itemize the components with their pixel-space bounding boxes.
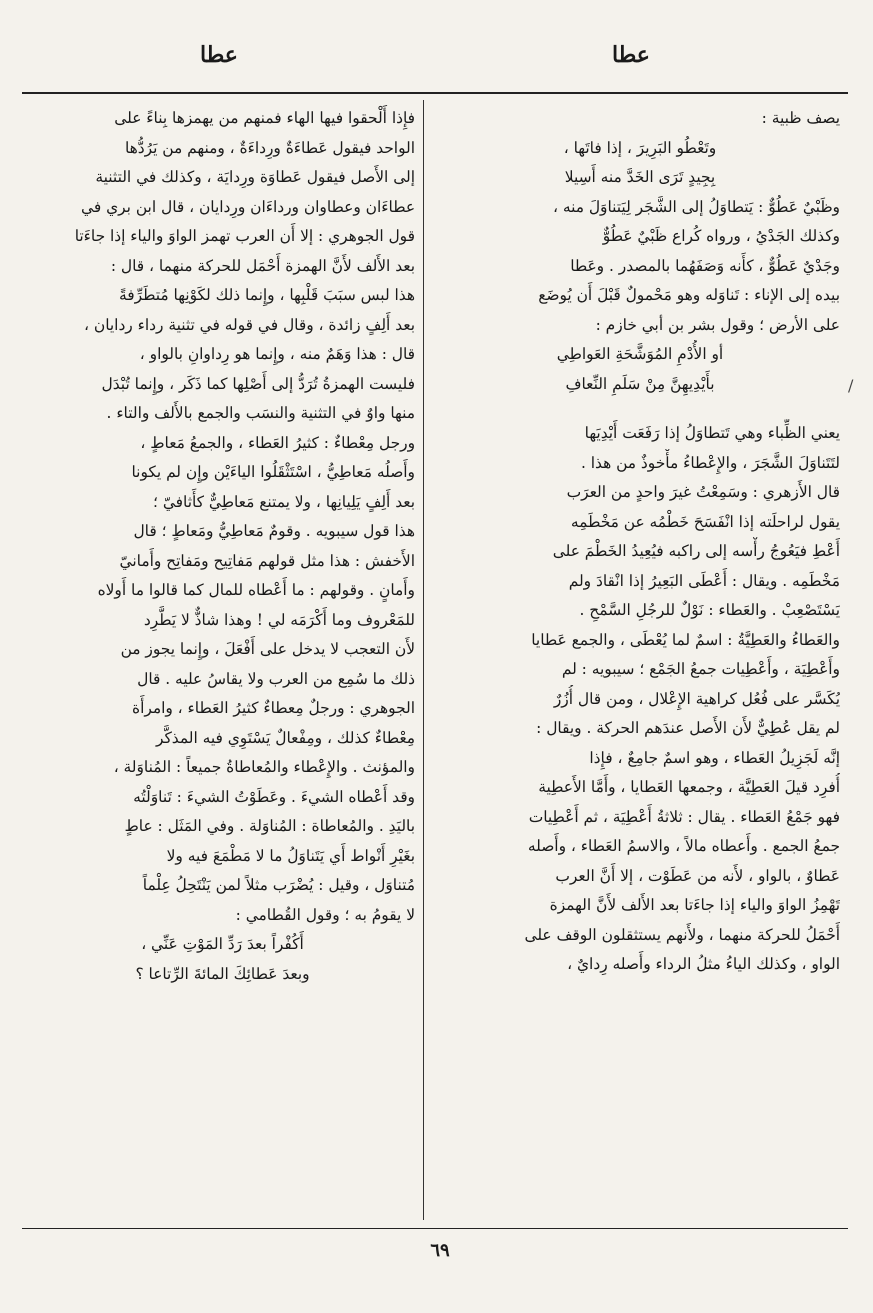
margin-mark: / xyxy=(848,376,854,395)
text-line: جمعُ الجمع . وأَعطاه مالاً ، والاسمُ العَطاء ، وأَصله xyxy=(527,837,840,855)
text-line: لأَن التعجب لا يدخل على أَفْعَلَ ، وإِنما يجوز من xyxy=(120,640,415,658)
text-line: للمَعْروف وما أَكْرَمَه لي ! وهذا شاذٌّ لا يَطَّرِد xyxy=(143,610,415,629)
text-line: قال : هذا وَهَمٌ منه ، وإِنما هو رِداوانِ بالواو ، xyxy=(139,345,415,363)
text-line: وكذلك الجَدْيُ ، ورواه كُراع ظَبْيٌ عَطُوٌّ xyxy=(602,227,840,245)
bottom-rule xyxy=(22,1228,848,1229)
text-line: فليست الهمزةُ تُرَدُّ إلى أَصْلِها كما ذَكَر ، وإِنما تُبْدَل xyxy=(101,374,415,393)
text-line: لم يقل عُطِيٌّ لأَن الأَصل عندَهم الحركة . ويقال : xyxy=(536,719,840,737)
verse-line: أو الأُدْمِ المُوَشَّحَةِ العَواطِي xyxy=(556,345,724,363)
text-line: الواحد فيقول عَطاءَةٌ ورِداءَةٌ ، ومنهم من يَرُدُّها xyxy=(124,138,415,157)
verse-line: بِجِيدٍ تَرَى الخَدَّ منه أَسِيلا xyxy=(564,168,716,186)
text-line: بعد الأَلف لأَنَّ الهمزة أَحْمَل للحركة منهما ، قال : xyxy=(110,256,415,275)
text-line: إلى الأَصل فيقول عَطاوَة ورِدايَة ، وكذلك في التثنية xyxy=(95,168,415,186)
text-line: وأَصلُه مَعاطِيُّ ، اسْتَثْقَلُوا الياءَيْن وإِن لم يكونا xyxy=(131,463,415,481)
text-line: الجوهري : ورجلٌ مِعطاءٌ كثيرُ العَطاء ، وامرأَة xyxy=(132,699,415,717)
text-line: والعَطاءُ والعَطِيَّةُ : اسمٌ لما يُعْطَى ، والجمع عَطايا xyxy=(531,630,840,649)
text-line: ذلك ما سُمِع من العرب ولا يقاسُ عليه . قال xyxy=(137,669,415,688)
text-line: عَطاوٌ ، بالواو ، لأَنه من عَطَوْت ، إلا أَنَّ العرب xyxy=(555,866,840,885)
text-line: الواو ، وكذلك الياءُ مثلُ الرداء وأَصله رِدايٌ ، xyxy=(567,955,840,973)
header-entry-right: عطا xyxy=(612,42,650,68)
text-line: هذا قول سيبويه . وقومٌ مَعاطِيُّ ومَعاطٍ ؛ قال xyxy=(133,522,415,540)
left-column xyxy=(30,104,415,989)
text-line: ورجل مِعْطاءٌ : كثيرُ العَطاء ، والجمعُ مَعاطٍ ، xyxy=(140,433,415,452)
text-line: يعني الظِّباء وهي تَتطاوَلُ إذا رَفَعَت أَيْدِيَها xyxy=(584,424,840,442)
text-line: وأَعْطِيَة ، وأَعْطِيات جمعُ الجَمْع ؛ سيبويه : لم xyxy=(561,660,840,678)
text-line: أَحْمَلُ للحركة منهما ، ولأَنهم يستثقلون الوقف على xyxy=(524,925,840,944)
text-line: باليَدِ . والمُعاطاة : المُناوَلة . وفي المَثَل : عاطٍ xyxy=(124,817,415,835)
text-line: يصف ظبية : xyxy=(761,109,840,127)
page-number: ٦٩ xyxy=(430,1240,450,1261)
text-line: مِعْطاءٌ كذلك ، ومِفْعالٌ يَسْتَوِي فيه المذكَّر xyxy=(155,728,415,747)
column-divider xyxy=(423,100,424,1220)
verse-line: بأَيْدِيهِنَّ مِنْ سَلَمِ النِّعافِ xyxy=(565,374,715,393)
text-line: وأَمانٍ . وقولهم : ما أَعْطاه للمال كما قالوا ما أَولاه xyxy=(97,581,415,599)
text-line: بغَيْرِ أَنْواط أَي يَتَناوَلُ ما لا مَطْمَعَ فيه ولا xyxy=(166,846,415,865)
text-line: بعد أَلِفٍ يَلِيانِها ، ولا يمتنع مَعاطِيٌّ كأَثافيّ ؛ xyxy=(153,492,415,511)
text-line: فهو جَمْعُ العَطاء . يقال : ثلاثةُ أَعْطِيَة ، ثم أَعْطِيات xyxy=(528,807,840,826)
text-line: قول الجوهري : إلا أَن العرب تهمز الواوَ والياء إذا جاءَتا xyxy=(74,227,415,245)
text-line: يقول لراحلَته إذا انْفَسَحَ خَطْمُه عن مَخْطَمِه xyxy=(570,512,840,531)
text-line: والمؤنث . والإِعْطاء والمُعاطاةُ جميعاً : المُناوَلة ، xyxy=(113,758,415,776)
verse-gap xyxy=(440,399,840,419)
text-line: وقد أَعْطاه الشيءَ . وعَطَوْتُ الشيءَ : تَناوَلْتُه xyxy=(133,787,415,806)
text-line: مُتناوَل ، وقيل : يُضْرَب مثلاً لمن يَنْتَحِلُ عِلْماً xyxy=(142,876,415,894)
text-line: أُفرِد قيلَ العَطِيَّة ، وجمعها العَطايا ، وأَمَّا الأَعطِية xyxy=(538,778,840,796)
text-line: الأَخفش : هذا مثل قولهم مَفاتِيح ومَفاتِح وأَمانيّ xyxy=(119,551,415,570)
text-line: منها واوٌ في التثنية والنسَب والجمع بالأَلف والتاء . xyxy=(106,404,415,422)
text-line: مَخْطَمِه . ويقال : أَعْطَى البَعِيرُ إذا انْقادَ ولم xyxy=(568,571,840,590)
text-line: وجَدْيٌ عَطُوٌّ ، كأَنه وَصَفَهُما بالمصدر . وعَطا xyxy=(570,256,840,275)
verse-line: وبعدَ عَطائِكَ المائةَ الرِّتاعا ؟ xyxy=(135,964,310,983)
top-rule xyxy=(22,92,848,94)
text-line: لا يقومُ به ؛ وقول القُطامي : xyxy=(235,905,415,924)
text-line: هذا لبس سبَبَ قَلْبِها ، وإِنما ذلك لكَوْنِها مُتطَرِّفةً xyxy=(119,286,415,304)
text-line: أَعْطِ فيَعُوجُ رأْسه إلى راكبه فيُعِيدُ الخَطْمَ على xyxy=(552,542,840,560)
text-line: تَهْمِزُ الواوَ والياء إذا جاءَتا بعد الأَلف لأَنَّ الهمزة xyxy=(549,896,840,914)
header-entry-left: عطا xyxy=(200,42,238,68)
right-column xyxy=(440,104,840,980)
verse-line: وتَعْطُو البَرِيرَ ، إذا فاتَها ، xyxy=(563,138,717,157)
text-line: بيده إلى الإناء : تَناوَله وهو مَحْمولٌ قَبْلَ أَن يُوضَع xyxy=(538,286,840,304)
verse-line: أَكُفْراً بعدَ رَدِّ المَوْتِ عَنِّي ، xyxy=(141,935,304,953)
text-line: فإِذا أَلْحقوا فيها الهاء فمنهم من يهمزها بِناءً على xyxy=(114,109,415,127)
text-line: يُكَسَّر على فُعُل كراهية الإِعْلال ، ومن قال أُزُرٌ xyxy=(553,689,840,708)
text-line: على الأرض ؛ وقول بشر بن أبي خازم : xyxy=(595,315,840,334)
text-line: وظَبْيٌ عَطُوٌّ : يَتطاوَلُ إلى الشَّجَر لِيَتناوَلَ منه ، xyxy=(552,197,840,216)
text-line: إنَّه لَجَزِيلُ العَطاء ، وهو اسمٌ جامِعٌ ، فإِذا xyxy=(589,748,840,767)
text-line: عطاءَان وعطاوان ورداءَان ورِدايان ، قال ابن بري في xyxy=(81,197,415,216)
text-line: بعد أَلِفٍ زائدة ، وقال في قوله في تثنية رداء ردايان ، xyxy=(84,315,415,334)
text-line: قال الأَزهري : وسَمِعْتُ غيرَ واحدٍ من العرَب xyxy=(566,483,840,501)
text-line: يَسْتَصْعِبْ . والعَطاء : نَوْلٌ للرجُلِ السَّمْحِ . xyxy=(579,601,840,619)
text-line: لتَتَناوَلَ الشَّجَرَ ، والإِعْطاءُ مأْخوذٌ من هذا . xyxy=(580,453,840,472)
